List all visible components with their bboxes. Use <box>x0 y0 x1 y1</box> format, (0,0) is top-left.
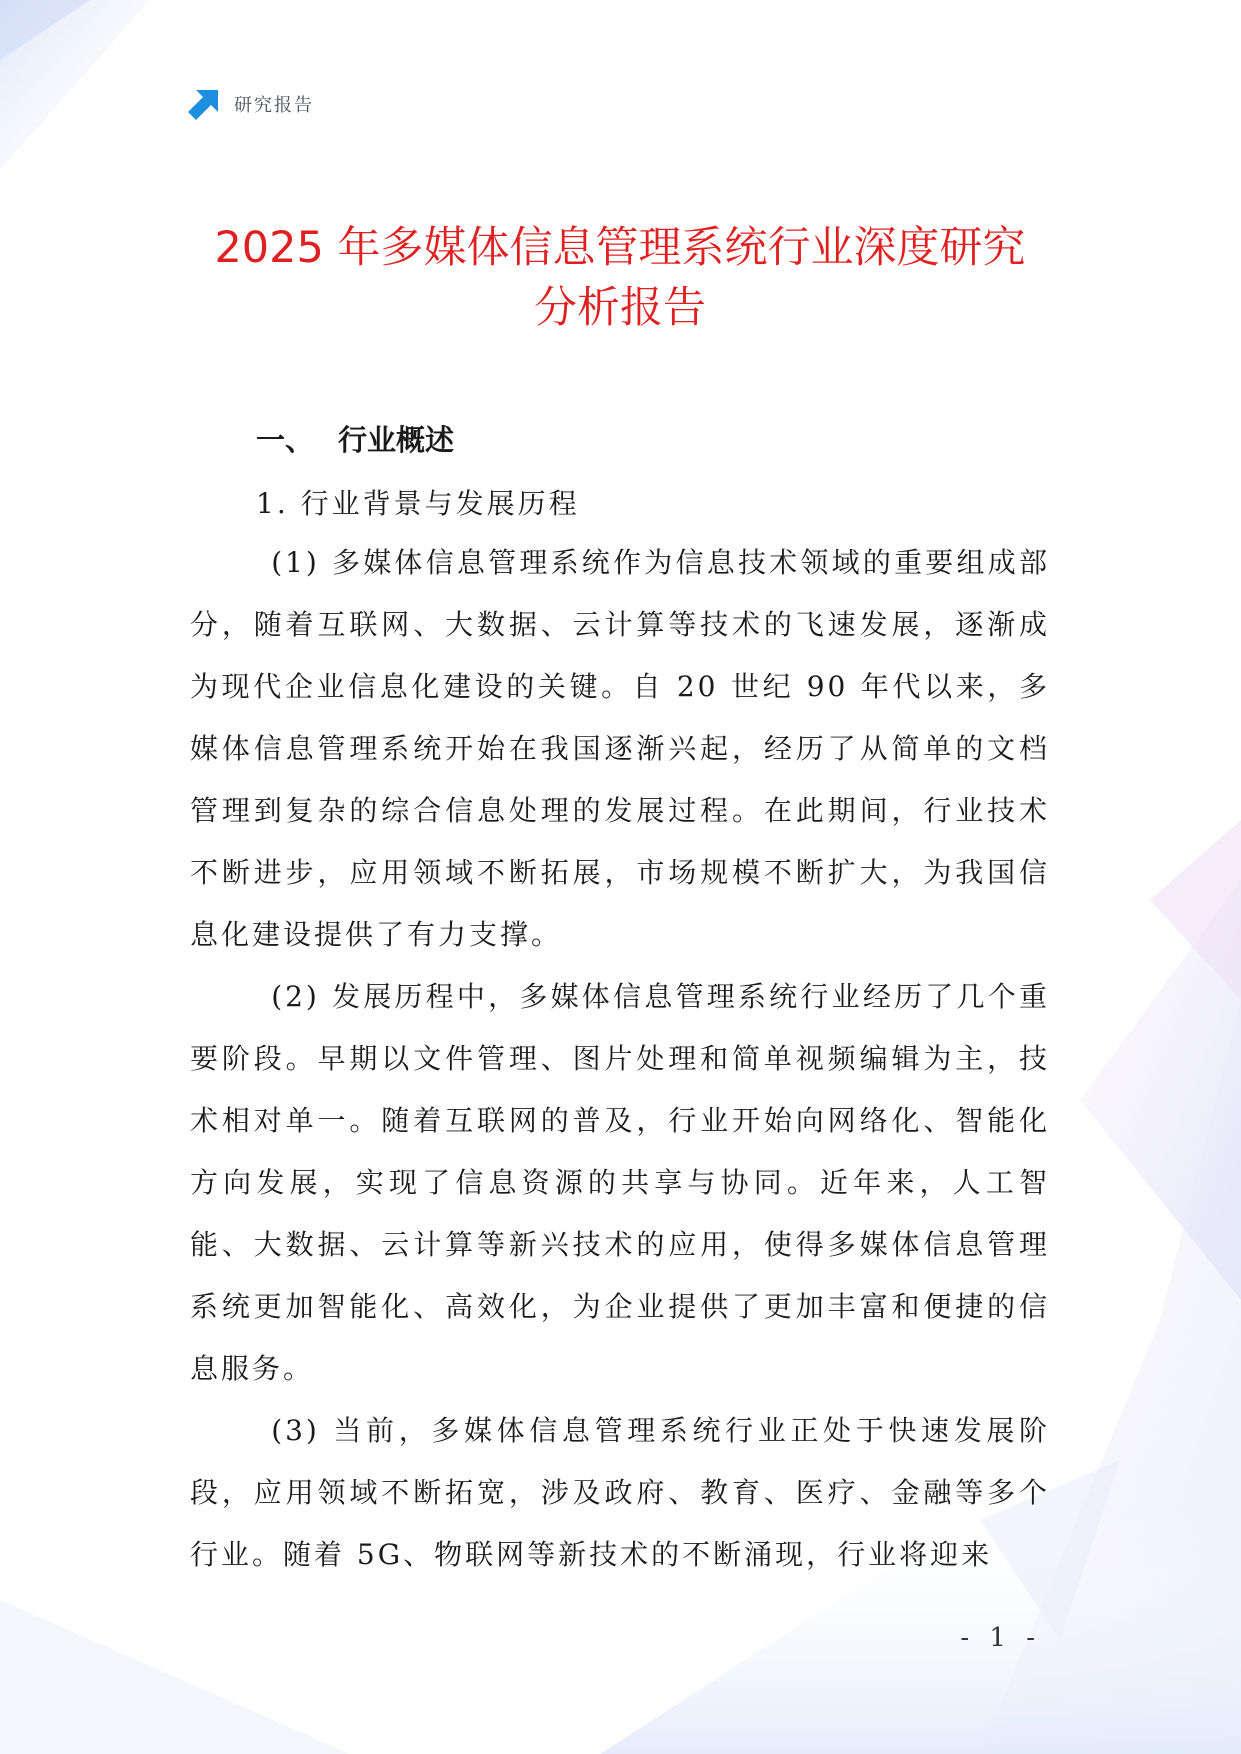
arrow-up-right-icon <box>188 88 220 120</box>
body-text <box>190 532 1050 1586</box>
section-heading <box>256 418 454 459</box>
title-line-1: 2025 年多媒体信息管理系统行业深度研究 <box>214 223 1026 273</box>
section-number: 一、 <box>256 423 315 457</box>
subsection-heading: 1. 行业背景与发展历程 <box>256 487 580 520</box>
paragraph-1: (1) 多媒体信息管理系统作为信息技术领域的重要组成部分，随着互联网、大数据、云计算等技术的飞速发展，逐渐成为现代企业信息化建设的关键。自 20 世纪 90 年代以来，多媒体信息管理系统开始在我国逐渐兴起，经历了从简单的文档管理到复杂的综合信息处理的发展过程。在此期间，行业技术不断进步，应用领域不断拓展，市场规模不断扩大，为我国信息化建设提供了有力支撑。 <box>190 546 1050 951</box>
report-header <box>188 88 314 120</box>
title-line-2: 分析报告 <box>534 283 706 333</box>
section-label: 行业概述 <box>338 423 455 457</box>
paragraph-2: (2) 发展历程中，多媒体信息管理系统行业经历了几个重要阶段。早期以文件管理、图片处理和简单视频编辑为主，技术相对单一。随着互联网的普及，行业开始向网络化、智能化方向发展，实现了信息资源的共享与协同。近年来，人工智能、大数据、云计算等新兴技术的应用，使得多媒体信息管理系统更加智能化、高效化，为企业提供了更加丰富和便捷的信息服务。 <box>190 980 1050 1385</box>
page-number: - 1 - <box>960 1623 1041 1653</box>
report-title <box>150 218 1090 338</box>
paragraph-3: (3) 当前，多媒体信息管理系统行业正处于快速发展阶段，应用领域不断拓宽，涉及政府、教育、医疗、金融等多个行业。随着 5G、物联网等新技术的不断涌现，行业将迎来 <box>190 1414 1050 1571</box>
header-label: 研究报告 <box>234 95 314 116</box>
